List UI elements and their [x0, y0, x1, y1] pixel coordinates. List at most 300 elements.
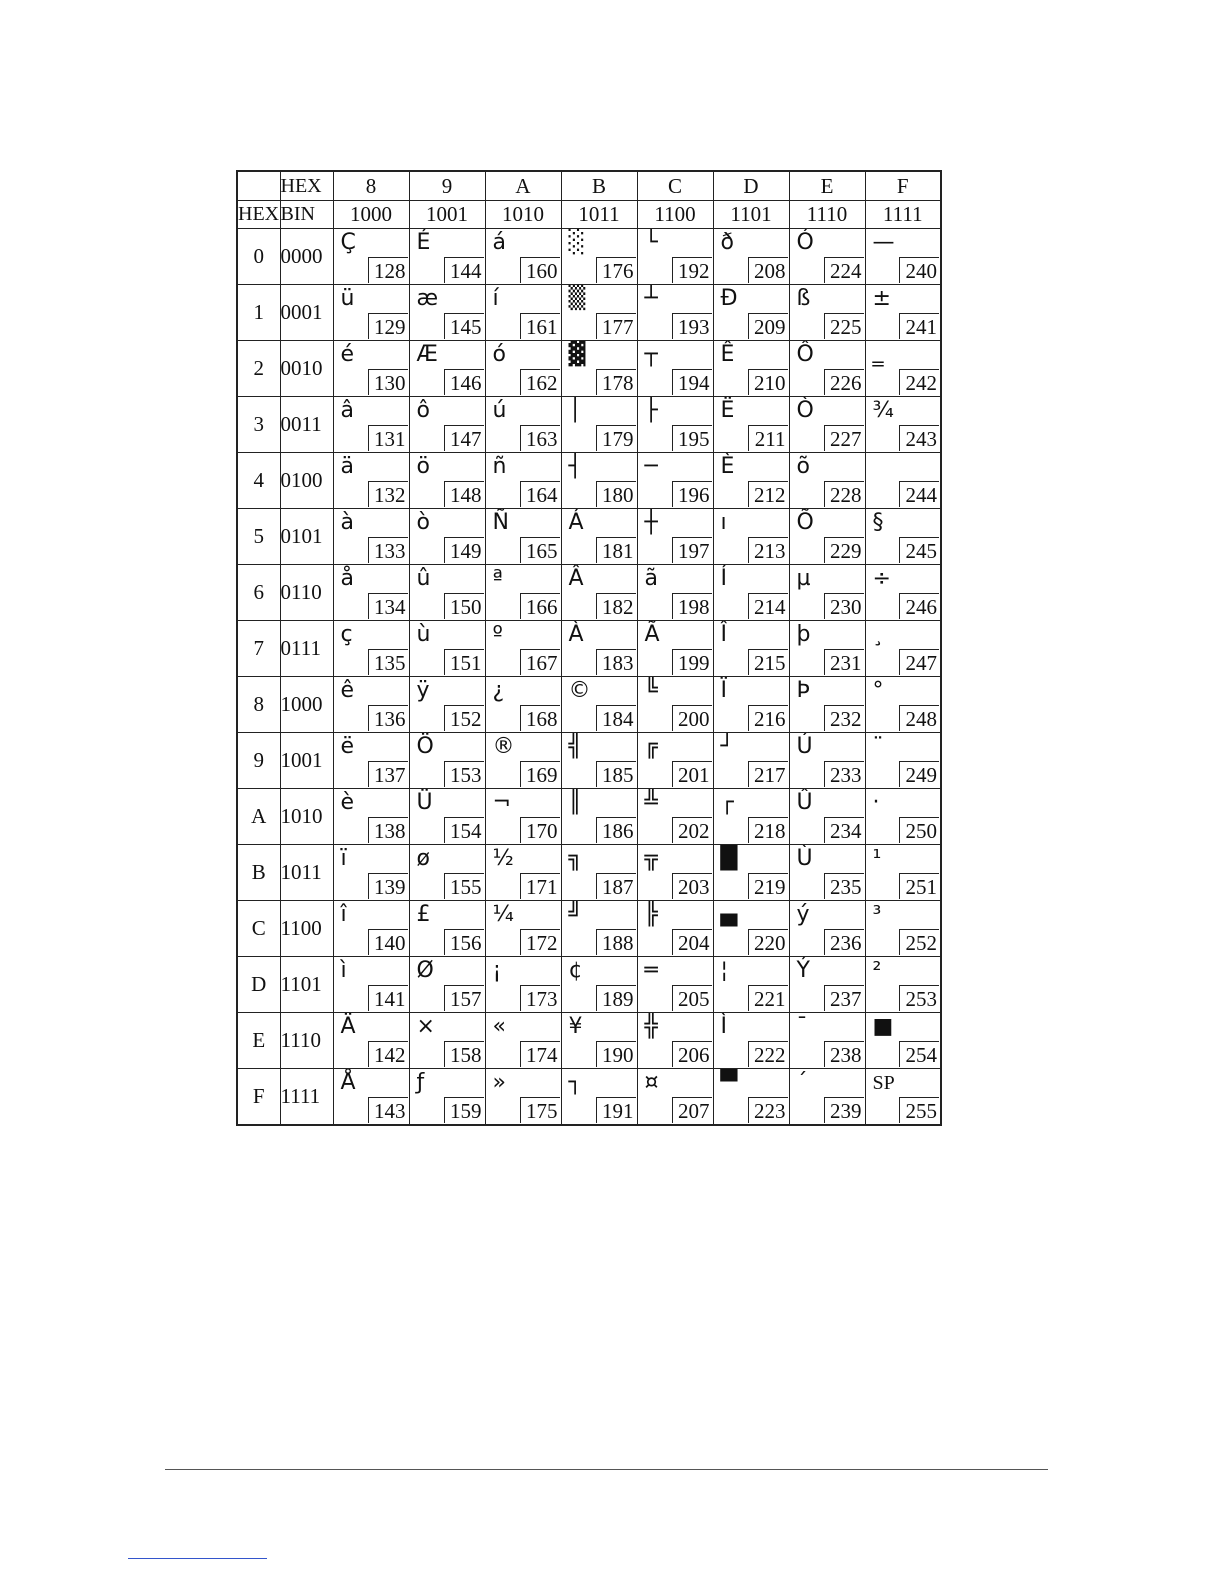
- decimal-code: 166: [520, 593, 560, 619]
- character-glyph: ┴: [644, 286, 658, 311]
- character-glyph: µ: [796, 566, 811, 591]
- decimal-code: 210: [748, 369, 788, 395]
- character-cell: [865, 453, 941, 509]
- character-cell: [485, 229, 561, 285]
- decimal-code: 192: [672, 257, 712, 283]
- character-glyph: Ý: [796, 958, 810, 983]
- character-cell: [789, 1069, 865, 1126]
- row-bin-label: 0000: [280, 229, 333, 285]
- decimal-code: 245: [899, 537, 939, 563]
- footer-divider: [165, 1469, 1048, 1470]
- character-glyph: Ó: [796, 230, 814, 255]
- decimal-code: 186: [596, 817, 636, 843]
- character-cell: [713, 285, 789, 341]
- decimal-code: 178: [596, 369, 636, 395]
- decimal-code: 184: [596, 705, 636, 731]
- character-glyph: Đ: [720, 286, 738, 311]
- decimal-code: 240: [899, 257, 939, 283]
- decimal-code: 188: [596, 929, 636, 955]
- character-glyph: È: [720, 454, 735, 479]
- decimal-code: 214: [748, 593, 788, 619]
- character-glyph: Ç: [340, 230, 356, 255]
- decimal-code: 205: [672, 985, 712, 1011]
- decimal-code: 200: [672, 705, 712, 731]
- character-glyph: ð: [720, 230, 734, 255]
- table-row: [237, 789, 941, 845]
- character-glyph: Ê: [720, 342, 735, 367]
- decimal-code: 159: [444, 1097, 484, 1123]
- character-glyph: ½: [492, 846, 514, 871]
- character-glyph: ╩: [644, 790, 658, 815]
- character-glyph: ø: [416, 846, 430, 871]
- decimal-code: 216: [748, 705, 788, 731]
- decimal-code: 218: [748, 817, 788, 843]
- character-cell: [561, 285, 637, 341]
- decimal-code: 168: [520, 705, 560, 731]
- decimal-code: 249: [899, 761, 939, 787]
- row-hex-label: 7: [237, 621, 280, 677]
- decimal-code: 152: [444, 705, 484, 731]
- decimal-code: 252: [899, 929, 939, 955]
- character-cell: [561, 341, 637, 397]
- row-bin-label: 0011: [280, 397, 333, 453]
- character-glyph: Â: [568, 566, 584, 591]
- character-glyph: ╬: [644, 1014, 658, 1039]
- decimal-code: 239: [824, 1097, 864, 1123]
- character-cell: [637, 341, 713, 397]
- decimal-code: 151: [444, 649, 484, 675]
- decimal-code: 144: [444, 257, 484, 283]
- character-cell: [485, 677, 561, 733]
- character-glyph: ┘: [720, 734, 734, 759]
- character-cell: [713, 957, 789, 1013]
- character-cell: [485, 341, 561, 397]
- character-cell: [865, 565, 941, 621]
- decimal-code: 213: [748, 537, 788, 563]
- decimal-code: 172: [520, 929, 560, 955]
- row-bin-label: 1011: [280, 845, 333, 901]
- character-glyph: ÿ: [416, 678, 430, 703]
- character-cell: [333, 341, 409, 397]
- character-glyph: é: [340, 342, 355, 367]
- column-bin-header: 1000: [333, 201, 409, 229]
- decimal-code: 133: [368, 537, 408, 563]
- decimal-code: 225: [824, 313, 864, 339]
- character-cell: [485, 285, 561, 341]
- character-glyph: î: [340, 902, 347, 927]
- character-cell: [789, 901, 865, 957]
- character-cell: [789, 397, 865, 453]
- row-bin-label: 1100: [280, 901, 333, 957]
- character-cell: [561, 509, 637, 565]
- row-hex-label: 5: [237, 509, 280, 565]
- character-cell: [865, 957, 941, 1013]
- character-glyph: ¼: [492, 902, 514, 927]
- decimal-code: 132: [368, 481, 408, 507]
- decimal-code: 173: [520, 985, 560, 1011]
- decimal-code: 134: [368, 593, 408, 619]
- character-glyph: Ñ: [492, 510, 509, 535]
- character-cell: [333, 789, 409, 845]
- character-glyph: ö: [416, 454, 430, 479]
- character-glyph: ù: [416, 622, 431, 647]
- decimal-code: 157: [444, 985, 484, 1011]
- header-row-bin: [237, 201, 941, 229]
- decimal-code: 182: [596, 593, 636, 619]
- row-hex-label: F: [237, 1069, 280, 1126]
- character-cell: [865, 229, 941, 285]
- character-glyph: ┬: [644, 342, 658, 367]
- decimal-code: 253: [899, 985, 939, 1011]
- character-cell: [789, 341, 865, 397]
- character-glyph: ý: [796, 902, 810, 927]
- column-bin-header: 1100: [637, 201, 713, 229]
- row-hex-label: B: [237, 845, 280, 901]
- decimal-code: 209: [748, 313, 788, 339]
- character-glyph: ╝: [568, 902, 582, 927]
- decimal-code: 229: [824, 537, 864, 563]
- column-hex-header: D: [713, 171, 789, 201]
- character-glyph: ç: [340, 622, 353, 647]
- character-cell: [789, 789, 865, 845]
- character-glyph: ¯: [796, 1014, 808, 1039]
- character-glyph: Ë: [720, 398, 735, 423]
- corner-cell: [237, 171, 280, 201]
- decimal-code: 189: [596, 985, 636, 1011]
- decimal-code: 149: [444, 537, 484, 563]
- character-cell: [865, 1069, 941, 1126]
- character-glyph: ├: [644, 398, 658, 423]
- character-glyph: ê: [340, 678, 355, 703]
- character-glyph: ñ: [492, 454, 507, 479]
- character-glyph: ░: [568, 230, 586, 255]
- character-glyph: ×: [416, 1014, 435, 1039]
- character-glyph: Ä: [340, 1014, 356, 1039]
- character-cell: [409, 621, 485, 677]
- character-cell: [789, 677, 865, 733]
- character-glyph: ë: [340, 734, 355, 759]
- character-glyph: ┐: [568, 1070, 582, 1095]
- character-glyph: ╗: [568, 846, 582, 871]
- decimal-code: 167: [520, 649, 560, 675]
- character-cell: [409, 565, 485, 621]
- decimal-code: 139: [368, 873, 408, 899]
- row-bin-label: 1001: [280, 733, 333, 789]
- decimal-code: 230: [824, 593, 864, 619]
- column-hex-header: F: [865, 171, 941, 201]
- character-glyph: £: [416, 902, 431, 927]
- character-cell: [713, 453, 789, 509]
- character-glyph: █: [720, 846, 738, 871]
- character-cell: [561, 1013, 637, 1069]
- character-glyph: ú: [492, 398, 507, 423]
- decimal-code: 163: [520, 425, 560, 451]
- character-glyph: Ò: [796, 398, 814, 423]
- decimal-code: 231: [824, 649, 864, 675]
- table-row: [237, 341, 941, 397]
- character-cell: [333, 677, 409, 733]
- character-cell: [485, 1069, 561, 1126]
- character-cell: [333, 397, 409, 453]
- column-hex-header: A: [485, 171, 561, 201]
- character-glyph: â: [340, 398, 354, 423]
- decimal-code: 180: [596, 481, 636, 507]
- header-row-hex: [237, 171, 941, 201]
- decimal-code: 251: [899, 873, 939, 899]
- character-cell: [865, 1013, 941, 1069]
- character-glyph: ‗: [872, 342, 884, 367]
- table-row: [237, 677, 941, 733]
- row-hex-label: D: [237, 957, 280, 1013]
- table-row: [237, 397, 941, 453]
- character-glyph: °: [872, 678, 884, 703]
- table-row: [237, 1069, 941, 1126]
- column-bin-header: 1010: [485, 201, 561, 229]
- decimal-code: 179: [596, 425, 636, 451]
- character-cell: [637, 733, 713, 789]
- row-hex-label: 3: [237, 397, 280, 453]
- character-cell: [409, 1013, 485, 1069]
- character-cell: [561, 901, 637, 957]
- character-cell: [409, 285, 485, 341]
- character-cell: [713, 733, 789, 789]
- column-bin-header: 1001: [409, 201, 485, 229]
- character-glyph: ·: [872, 790, 880, 815]
- character-glyph: └: [644, 230, 658, 255]
- character-cell: [865, 789, 941, 845]
- decimal-code: 241: [899, 313, 939, 339]
- decimal-code: 137: [368, 761, 408, 787]
- character-cell: [713, 397, 789, 453]
- decimal-code: 227: [824, 425, 864, 451]
- decimal-code: 250: [899, 817, 939, 843]
- decimal-code: 201: [672, 761, 712, 787]
- decimal-code: 183: [596, 649, 636, 675]
- row-bin-label: 1000: [280, 677, 333, 733]
- decimal-code: 232: [824, 705, 864, 731]
- decimal-code: 131: [368, 425, 408, 451]
- character-glyph: ¬: [492, 790, 511, 815]
- character-glyph: è: [340, 790, 355, 815]
- character-glyph: ╣: [568, 734, 582, 759]
- character-cell: [333, 957, 409, 1013]
- decimal-code: 135: [368, 649, 408, 675]
- character-glyph: ¦: [720, 958, 728, 983]
- character-glyph: ª: [492, 566, 503, 591]
- character-glyph: ò: [416, 510, 430, 535]
- row-hex-label: A: [237, 789, 280, 845]
- character-glyph: ¤: [644, 1070, 659, 1095]
- character-glyph: ß: [796, 286, 811, 311]
- character-cell: [865, 901, 941, 957]
- decimal-code: 204: [672, 929, 712, 955]
- table-row: [237, 229, 941, 285]
- character-cell: [485, 901, 561, 957]
- character-glyph: ´: [796, 1070, 808, 1095]
- decimal-code: 220: [748, 929, 788, 955]
- character-cell: [789, 453, 865, 509]
- character-glyph: Á: [568, 510, 584, 535]
- decimal-code: 238: [824, 1041, 864, 1067]
- character-cell: [561, 565, 637, 621]
- decimal-code: 237: [824, 985, 864, 1011]
- decimal-code: 165: [520, 537, 560, 563]
- character-cell: [485, 397, 561, 453]
- decimal-code: 255: [899, 1097, 939, 1123]
- row-hex-label: 4: [237, 453, 280, 509]
- decimal-code: 130: [368, 369, 408, 395]
- row-bin-label: 0010: [280, 341, 333, 397]
- character-cell: [409, 789, 485, 845]
- row-bin-label: 1010: [280, 789, 333, 845]
- character-glyph: Ú: [796, 734, 813, 759]
- character-glyph: ┤: [568, 454, 582, 479]
- decimal-code: 234: [824, 817, 864, 843]
- character-cell: [561, 1069, 637, 1126]
- character-cell: [333, 565, 409, 621]
- character-cell: [561, 397, 637, 453]
- character-cell: [713, 1069, 789, 1126]
- decimal-code: 208: [748, 257, 788, 283]
- decimal-code: 146: [444, 369, 484, 395]
- decimal-code: 221: [748, 985, 788, 1011]
- character-cell: [485, 621, 561, 677]
- row-hex-label: 6: [237, 565, 280, 621]
- table-row: [237, 285, 941, 341]
- decimal-code: 207: [672, 1097, 712, 1123]
- character-cell: [637, 229, 713, 285]
- character-cell: [485, 453, 561, 509]
- decimal-code: 243: [899, 425, 939, 451]
- character-glyph: ¢: [568, 958, 583, 983]
- character-glyph: ▀: [720, 1070, 738, 1095]
- decimal-code: 206: [672, 1041, 712, 1067]
- character-cell: [637, 845, 713, 901]
- decimal-code: 138: [368, 817, 408, 843]
- decimal-code: 211: [748, 425, 788, 451]
- column-bin-header: 1110: [789, 201, 865, 229]
- character-cell: [865, 341, 941, 397]
- row-hex-label: E: [237, 1013, 280, 1069]
- character-cell: [409, 341, 485, 397]
- character-cell: [561, 789, 637, 845]
- character-glyph: Ù: [796, 846, 813, 871]
- character-cell: [409, 397, 485, 453]
- decimal-code: 196: [672, 481, 712, 507]
- character-glyph: ï: [340, 846, 347, 871]
- character-glyph: ©: [568, 678, 591, 703]
- decimal-code: 147: [444, 425, 484, 451]
- row-bin-label: 1101: [280, 957, 333, 1013]
- character-cell: [637, 285, 713, 341]
- row-hex-label: 1: [237, 285, 280, 341]
- table-row: [237, 733, 941, 789]
- character-glyph: «: [492, 1014, 506, 1039]
- decimal-code: 228: [824, 481, 864, 507]
- decimal-code: 171: [520, 873, 560, 899]
- character-glyph: ¹: [872, 846, 882, 871]
- character-glyph: ╚: [644, 678, 658, 703]
- row-bin-label: 0001: [280, 285, 333, 341]
- column-hex-header: C: [637, 171, 713, 201]
- character-glyph: ì: [340, 958, 347, 983]
- decimal-code: 219: [748, 873, 788, 899]
- character-glyph: æ: [416, 286, 439, 311]
- decimal-code: 185: [596, 761, 636, 787]
- decimal-code: 248: [899, 705, 939, 731]
- character-cell: [637, 397, 713, 453]
- decimal-code: 169: [520, 761, 560, 787]
- decimal-code: 203: [672, 873, 712, 899]
- character-glyph: õ: [796, 454, 810, 479]
- column-hex-header: E: [789, 171, 865, 201]
- decimal-code: 223: [748, 1097, 788, 1123]
- decimal-code: 145: [444, 313, 484, 339]
- column-bin-header: 1101: [713, 201, 789, 229]
- character-glyph: §: [872, 510, 884, 535]
- character-cell: [789, 957, 865, 1013]
- character-glyph: Ì: [720, 1014, 727, 1039]
- character-glyph: À: [568, 622, 584, 647]
- decimal-code: 199: [672, 649, 712, 675]
- decimal-code: 187: [596, 873, 636, 899]
- character-cell: [333, 453, 409, 509]
- decimal-code: 161: [520, 313, 560, 339]
- decimal-code: 140: [368, 929, 408, 955]
- decimal-code: 181: [596, 537, 636, 563]
- character-glyph: ¥: [568, 1014, 583, 1039]
- character-glyph: Ø: [416, 958, 434, 983]
- character-cell: [561, 957, 637, 1013]
- character-glyph: Þ: [796, 678, 810, 703]
- decimal-code: 217: [748, 761, 788, 787]
- character-glyph: ó: [492, 342, 506, 367]
- row-bin-label: 0110: [280, 565, 333, 621]
- character-cell: [333, 845, 409, 901]
- decimal-code: 176: [596, 257, 636, 283]
- character-cell: [865, 509, 941, 565]
- character-cell: [865, 845, 941, 901]
- column-bin-header: 1111: [865, 201, 941, 229]
- character-cell: [409, 677, 485, 733]
- character-glyph: º: [492, 622, 503, 647]
- character-glyph: ¸: [872, 622, 884, 647]
- decimal-code: 158: [444, 1041, 484, 1067]
- character-cell: [561, 229, 637, 285]
- character-cell: [865, 733, 941, 789]
- character-cell: [561, 621, 637, 677]
- character-cell: [789, 733, 865, 789]
- character-glyph: ƒ: [416, 1070, 425, 1095]
- character-cell: [637, 565, 713, 621]
- character-glyph: ║: [568, 790, 582, 815]
- character-cell: [637, 677, 713, 733]
- row-hex-label: 9: [237, 733, 280, 789]
- character-cell: [789, 845, 865, 901]
- character-glyph: û: [416, 566, 431, 591]
- character-cell: [713, 789, 789, 845]
- character-cell: [333, 901, 409, 957]
- character-cell: [333, 1069, 409, 1126]
- decimal-code: 195: [672, 425, 712, 451]
- decimal-code: 136: [368, 705, 408, 731]
- column-bin-header: 1011: [561, 201, 637, 229]
- hex-label-top: HEX: [280, 171, 333, 201]
- character-glyph: »: [492, 1070, 506, 1095]
- character-cell: [789, 509, 865, 565]
- decimal-code: 150: [444, 593, 484, 619]
- decimal-code: 141: [368, 985, 408, 1011]
